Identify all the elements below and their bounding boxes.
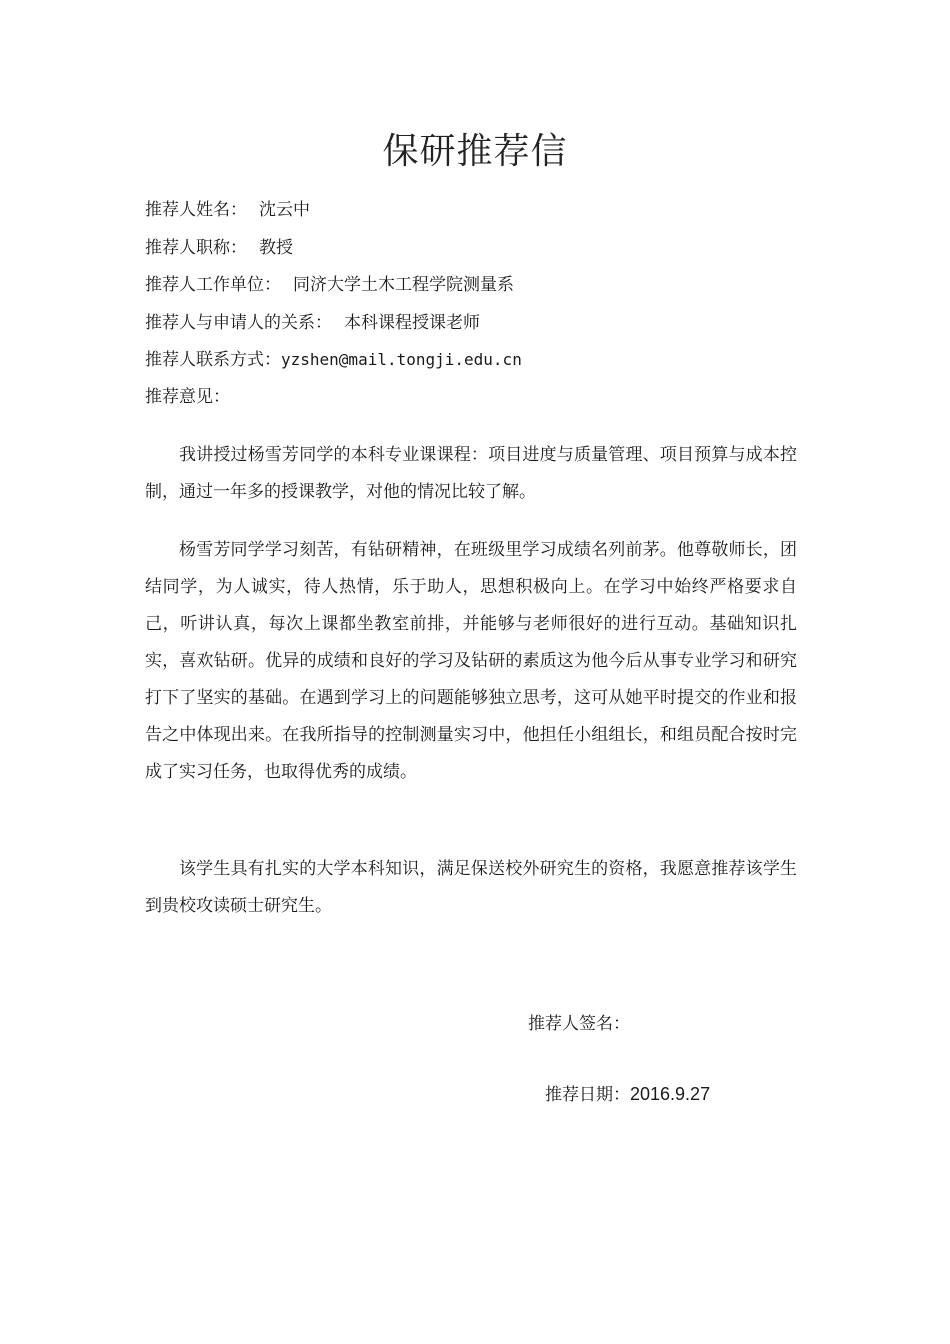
date-row: [545, 1082, 710, 1107]
recommender-name: 沈云中: [259, 200, 310, 220]
date-label: 推荐日期：: [545, 1085, 630, 1105]
date-value: 2016.9.27: [630, 1084, 711, 1104]
recommender-unit-label: 推荐人工作单位：: [145, 275, 281, 295]
recommender-unit-row: [145, 273, 514, 297]
recommender-contact-label: 推荐人联系方式：: [145, 350, 281, 370]
recommender-email: yzshen@mail.tongji.edu.cn: [281, 350, 522, 369]
recommender-name-label: 推荐人姓名：: [145, 200, 247, 220]
paragraph-1: 我讲授过杨雪芳同学的本科专业课课程：项目进度与质量管理、项目预算与成本控制，通过一年多的授课教学，对他的情况比较了解。: [145, 445, 797, 502]
paragraph-3: 该学生具有扎实的大学本科知识，满足保送校外研究生的资格，我愿意推荐该学生到贵校攻读硕士研究生。: [145, 859, 797, 916]
opinion-label: 推荐意见：: [145, 387, 230, 407]
recommender-contact-row: [145, 348, 522, 372]
recommender-unit: 同济大学土木工程学院测量系: [293, 275, 514, 295]
document-title: 保研推荐信: [382, 131, 568, 172]
recommender-title-label: 推荐人职称：: [145, 238, 247, 258]
signature-label: 推荐人签名：: [528, 1014, 630, 1034]
recommender-relation-row: [145, 311, 480, 335]
recommender-relation: 本科课程授课老师: [344, 313, 480, 333]
recommender-title-row: [145, 236, 293, 260]
recommender-title: 教授: [259, 238, 293, 258]
recommender-name-row: [145, 198, 310, 222]
paragraph-2: 杨雪芳同学学习刻苦，有钻研精神，在班级里学习成绩名列前茅。他尊敬师长，团结同学，为人诚实，待人热情，乐于助人，思想积极向上。在学习中始终严格要求自己，听讲认真，每次上课都坐教室前排，并能够与老师很好的进行互动。基础知识扎实，喜欢钻研。优异的成绩和良好的学习及钻研的素质这为他今后从事专业学习和研究打下了坚实的基础。在遇到学习上的问题能够独立思考，这可从她平时提交的作业和报告之中体现出来。在我所指导的控制测量实习中，他担任小组组长，和组员配合按时完成了实习任务，也取得优秀的成绩。: [145, 540, 797, 782]
recommender-relation-label: 推荐人与申请人的关系：: [145, 313, 332, 333]
